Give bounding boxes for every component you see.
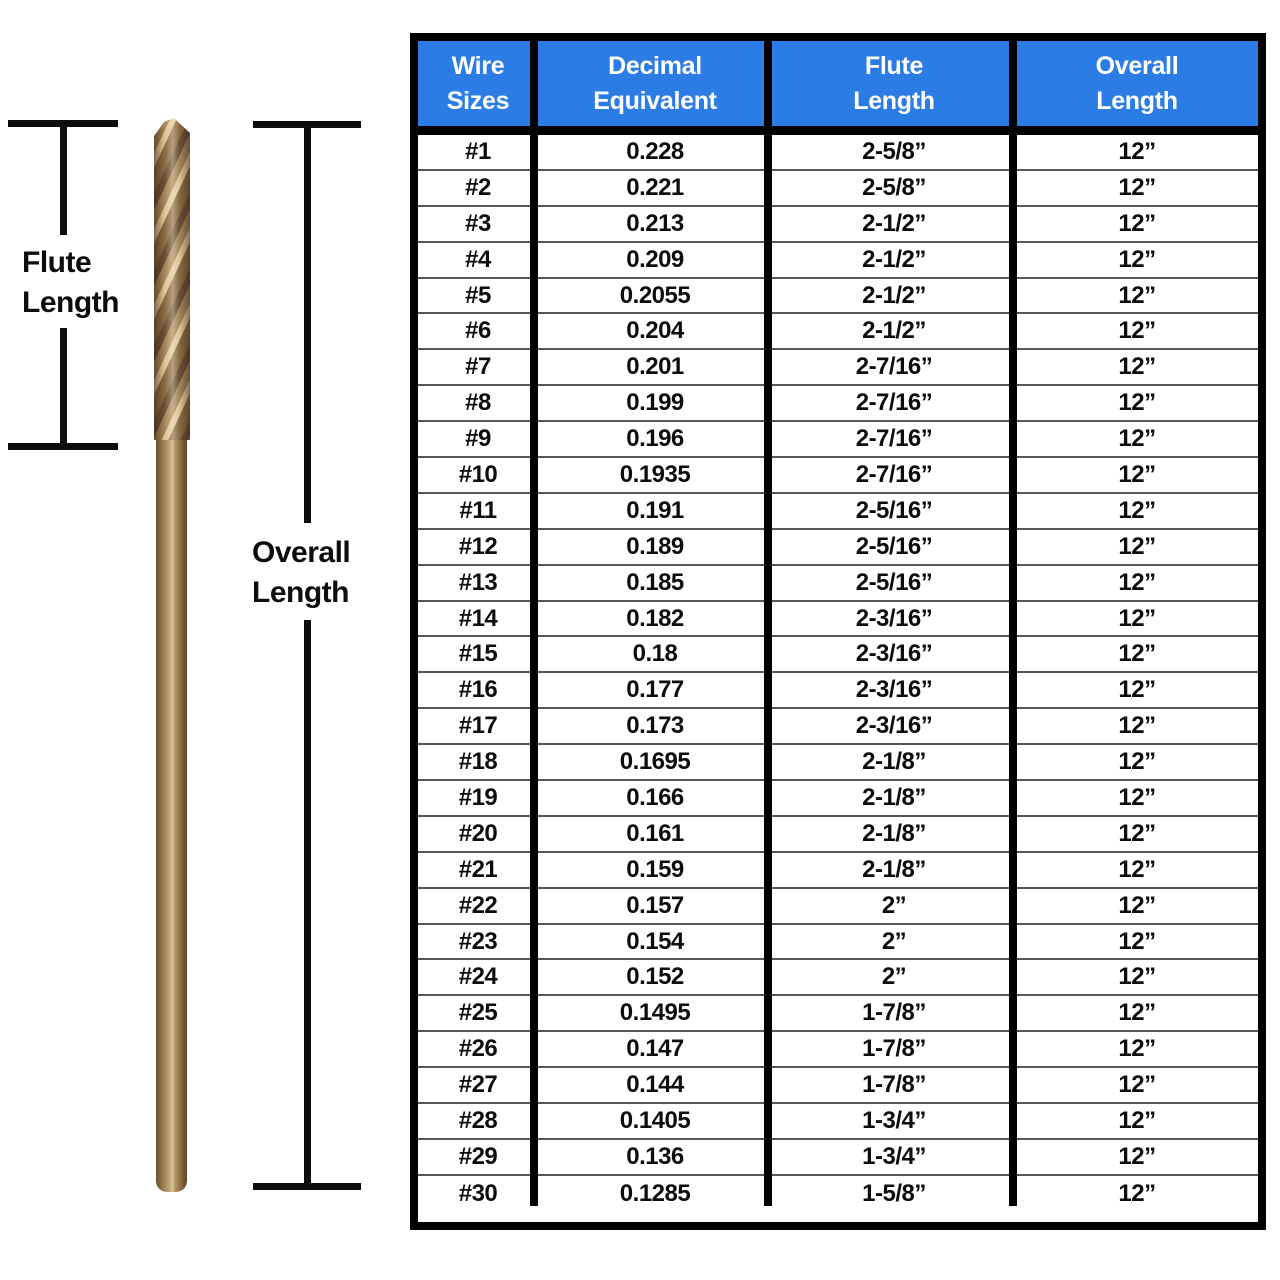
cell-decimal: 0.1285	[619, 1179, 691, 1207]
header-wire-sizes-line1: Wire	[451, 51, 505, 80]
table-row	[418, 350, 1258, 386]
cell-wire: #27	[458, 1071, 498, 1099]
table-row	[418, 925, 1258, 961]
header-flute-length-line1: Flute	[864, 51, 924, 80]
header-wire-sizes	[418, 41, 538, 126]
table-row	[418, 960, 1258, 996]
overall-length-label-line2: Length	[252, 576, 349, 609]
header-decimal-equivalent	[538, 41, 772, 126]
cell-wire: #8	[465, 389, 491, 417]
cell-overall: 12”	[1118, 209, 1156, 237]
table-row	[418, 1140, 1258, 1176]
cell-wire: #9	[465, 425, 491, 453]
cell-wire: #14	[458, 604, 498, 632]
cell-flute: 1-7/8”	[862, 1071, 926, 1099]
cell-decimal: 0.2055	[619, 281, 691, 309]
cell-flute: 1-7/8”	[862, 1035, 926, 1063]
cell-overall: 12”	[1118, 712, 1156, 740]
flute-bracket-line-lower	[60, 328, 67, 450]
cell-flute: 2-3/16”	[855, 676, 933, 704]
cell-overall: 12”	[1118, 1142, 1156, 1170]
header-flute-length	[772, 41, 1016, 126]
cell-decimal: 0.136	[626, 1142, 684, 1170]
cell-decimal: 0.159	[626, 855, 684, 883]
cell-decimal: 0.209	[626, 245, 684, 273]
cell-wire: #23	[458, 927, 498, 955]
flute-bracket-bottom-bar	[8, 443, 118, 450]
cell-decimal: 0.1495	[619, 999, 691, 1027]
header-overall-length	[1016, 41, 1258, 126]
flute-bracket-line-upper	[60, 120, 67, 235]
cell-overall: 12”	[1118, 281, 1156, 309]
table-row	[418, 386, 1258, 422]
table-row	[418, 422, 1258, 458]
cell-wire: #29	[458, 1142, 498, 1170]
cell-decimal: 0.157	[626, 891, 684, 919]
cell-overall: 12”	[1118, 532, 1156, 560]
cell-flute: 2”	[881, 891, 907, 919]
cell-decimal: 0.166	[626, 783, 684, 811]
cell-wire: #16	[458, 676, 498, 704]
cell-flute: 2-7/16”	[855, 460, 933, 488]
cell-wire: #28	[458, 1106, 498, 1134]
header-divider	[418, 126, 1258, 135]
cell-overall: 12”	[1118, 855, 1156, 883]
cell-decimal: 0.228	[626, 137, 684, 165]
cell-decimal: 0.152	[626, 963, 684, 991]
drill-bit-image	[154, 118, 190, 1192]
cell-overall: 12”	[1118, 1035, 1156, 1063]
cell-flute: 2-3/16”	[855, 604, 933, 632]
header-decimal-equivalent-line1: Decimal	[608, 51, 702, 80]
header-overall-length-line2: Length	[1096, 86, 1178, 115]
cell-wire: #25	[458, 999, 498, 1027]
cell-wire: #5	[465, 281, 491, 309]
cell-flute: 2-1/2”	[862, 281, 926, 309]
table-row	[418, 494, 1258, 530]
cell-overall: 12”	[1118, 604, 1156, 632]
cell-decimal: 0.196	[626, 425, 684, 453]
table-row	[418, 1176, 1258, 1212]
table-row	[418, 566, 1258, 602]
cell-flute: 2-5/8”	[862, 137, 926, 165]
table-row	[418, 817, 1258, 853]
cell-flute: 2-1/8”	[862, 819, 926, 847]
cell-overall: 12”	[1118, 425, 1156, 453]
cell-overall: 12”	[1118, 819, 1156, 847]
drill-bit-flutes	[154, 118, 190, 440]
cell-decimal: 0.173	[626, 712, 684, 740]
cell-overall: 12”	[1118, 460, 1156, 488]
flute-length-label-line1: Flute	[22, 246, 92, 279]
table-row	[418, 1104, 1258, 1140]
cell-wire: #10	[458, 460, 498, 488]
cell-wire: #13	[458, 568, 498, 596]
table-row	[418, 279, 1258, 315]
cell-flute: 2-5/8”	[862, 173, 926, 201]
cell-decimal: 0.185	[626, 568, 684, 596]
cell-flute: 2-1/8”	[862, 855, 926, 883]
cell-flute: 2-5/16”	[855, 496, 933, 524]
table-row	[418, 530, 1258, 566]
cell-flute: 2-3/16”	[855, 640, 933, 668]
header-wire-sizes-line2: Sizes	[446, 86, 510, 115]
cell-wire: #21	[458, 855, 498, 883]
cell-wire: #17	[458, 712, 498, 740]
cell-flute: 2-7/16”	[855, 425, 933, 453]
cell-wire: #20	[458, 819, 498, 847]
cell-overall: 12”	[1118, 1106, 1156, 1134]
cell-decimal: 0.189	[626, 532, 684, 560]
cell-wire: #12	[458, 532, 498, 560]
cell-flute: 1-5/8”	[862, 1179, 926, 1207]
cell-decimal: 0.213	[626, 209, 684, 237]
cell-flute: 2-7/16”	[855, 389, 933, 417]
cell-flute: 2-1/2”	[862, 317, 926, 345]
table-row	[418, 1032, 1258, 1068]
cell-decimal: 0.18	[632, 640, 678, 668]
cell-decimal: 0.1695	[619, 748, 691, 776]
table-row	[418, 673, 1258, 709]
flute-length-label	[22, 243, 119, 323]
overall-bracket-line-upper	[304, 121, 311, 523]
column-divider	[530, 41, 538, 1206]
cell-overall: 12”	[1118, 783, 1156, 811]
cell-wire: #26	[458, 1035, 498, 1063]
overall-length-label	[252, 533, 350, 613]
cell-overall: 12”	[1118, 245, 1156, 273]
cell-overall: 12”	[1118, 640, 1156, 668]
cell-overall: 12”	[1118, 568, 1156, 596]
overall-bracket-line-lower	[304, 620, 311, 1186]
size-table-body	[418, 135, 1258, 1212]
cell-wire: #7	[465, 353, 491, 381]
cell-flute: 2”	[881, 927, 907, 955]
cell-decimal: 0.147	[626, 1035, 684, 1063]
cell-overall: 12”	[1118, 963, 1156, 991]
cell-flute: 2-1/8”	[862, 783, 926, 811]
cell-overall: 12”	[1118, 1071, 1156, 1099]
table-row	[418, 171, 1258, 207]
size-table	[410, 33, 1266, 1230]
cell-overall: 12”	[1118, 317, 1156, 345]
cell-wire: #11	[459, 496, 497, 524]
column-divider	[764, 41, 772, 1206]
cell-overall: 12”	[1118, 496, 1156, 524]
cell-overall: 12”	[1118, 891, 1156, 919]
size-table-header	[418, 41, 1258, 126]
cell-overall: 12”	[1118, 353, 1156, 381]
overall-length-label-line1: Overall	[252, 536, 351, 569]
cell-decimal: 0.221	[626, 173, 684, 201]
table-row	[418, 637, 1258, 673]
cell-flute: 2-5/16”	[855, 568, 933, 596]
table-row	[418, 1068, 1258, 1104]
flute-length-label-line2: Length	[22, 286, 119, 319]
table-row	[418, 745, 1258, 781]
table-row	[418, 135, 1258, 171]
table-row	[418, 602, 1258, 638]
header-overall-length-line1: Overall	[1095, 51, 1179, 80]
cell-overall: 12”	[1118, 676, 1156, 704]
cell-decimal: 0.1935	[619, 460, 691, 488]
cell-overall: 12”	[1118, 999, 1156, 1027]
cell-flute: 1-3/4”	[862, 1142, 926, 1170]
cell-flute: 2”	[881, 963, 907, 991]
cell-overall: 12”	[1118, 927, 1156, 955]
table-row	[418, 853, 1258, 889]
cell-flute: 2-1/8”	[862, 748, 926, 776]
header-flute-length-line2: Length	[853, 86, 935, 115]
cell-flute: 2-1/2”	[862, 209, 926, 237]
cell-wire: #18	[458, 748, 498, 776]
cell-decimal: 0.144	[626, 1071, 684, 1099]
cell-decimal: 0.161	[626, 819, 684, 847]
cell-overall: 12”	[1118, 1179, 1156, 1207]
cell-overall: 12”	[1118, 137, 1156, 165]
cell-decimal: 0.201	[626, 353, 684, 381]
cell-wire: #2	[465, 173, 491, 201]
table-row	[418, 889, 1258, 925]
table-row	[418, 996, 1258, 1032]
cell-wire: #24	[458, 963, 498, 991]
cell-flute: 2-7/16”	[855, 353, 933, 381]
cell-decimal: 0.204	[626, 317, 684, 345]
cell-decimal: 0.154	[626, 927, 684, 955]
cell-wire: #3	[465, 209, 491, 237]
cell-flute: 2-5/16”	[855, 532, 933, 560]
cell-wire: #1	[465, 137, 491, 165]
cell-overall: 12”	[1118, 389, 1156, 417]
cell-overall: 12”	[1118, 173, 1156, 201]
table-row	[418, 458, 1258, 494]
cell-flute: 1-3/4”	[862, 1106, 926, 1134]
cell-decimal: 0.199	[626, 389, 684, 417]
cell-wire: #15	[458, 640, 498, 668]
cell-decimal: 0.182	[626, 604, 684, 632]
cell-decimal: 0.1405	[619, 1106, 691, 1134]
cell-overall: 12”	[1118, 748, 1156, 776]
table-row	[418, 709, 1258, 745]
column-divider	[1009, 41, 1017, 1206]
cell-wire: #6	[465, 317, 491, 345]
cell-decimal: 0.177	[626, 676, 684, 704]
overall-bracket-bottom-bar	[253, 1183, 361, 1190]
cell-flute: 2-3/16”	[855, 712, 933, 740]
cell-wire: #4	[465, 245, 491, 273]
header-decimal-equivalent-line2: Equivalent	[593, 86, 717, 115]
table-row	[418, 314, 1258, 350]
table-row	[418, 243, 1258, 279]
cell-flute: 1-7/8”	[862, 999, 926, 1027]
cell-wire: #19	[458, 783, 498, 811]
table-row	[418, 781, 1258, 817]
cell-wire: #30	[458, 1179, 498, 1207]
cell-wire: #22	[458, 891, 498, 919]
table-row	[418, 207, 1258, 243]
drill-bit-shank	[156, 440, 187, 1192]
cell-decimal: 0.191	[626, 496, 684, 524]
cell-flute: 2-1/2”	[862, 245, 926, 273]
